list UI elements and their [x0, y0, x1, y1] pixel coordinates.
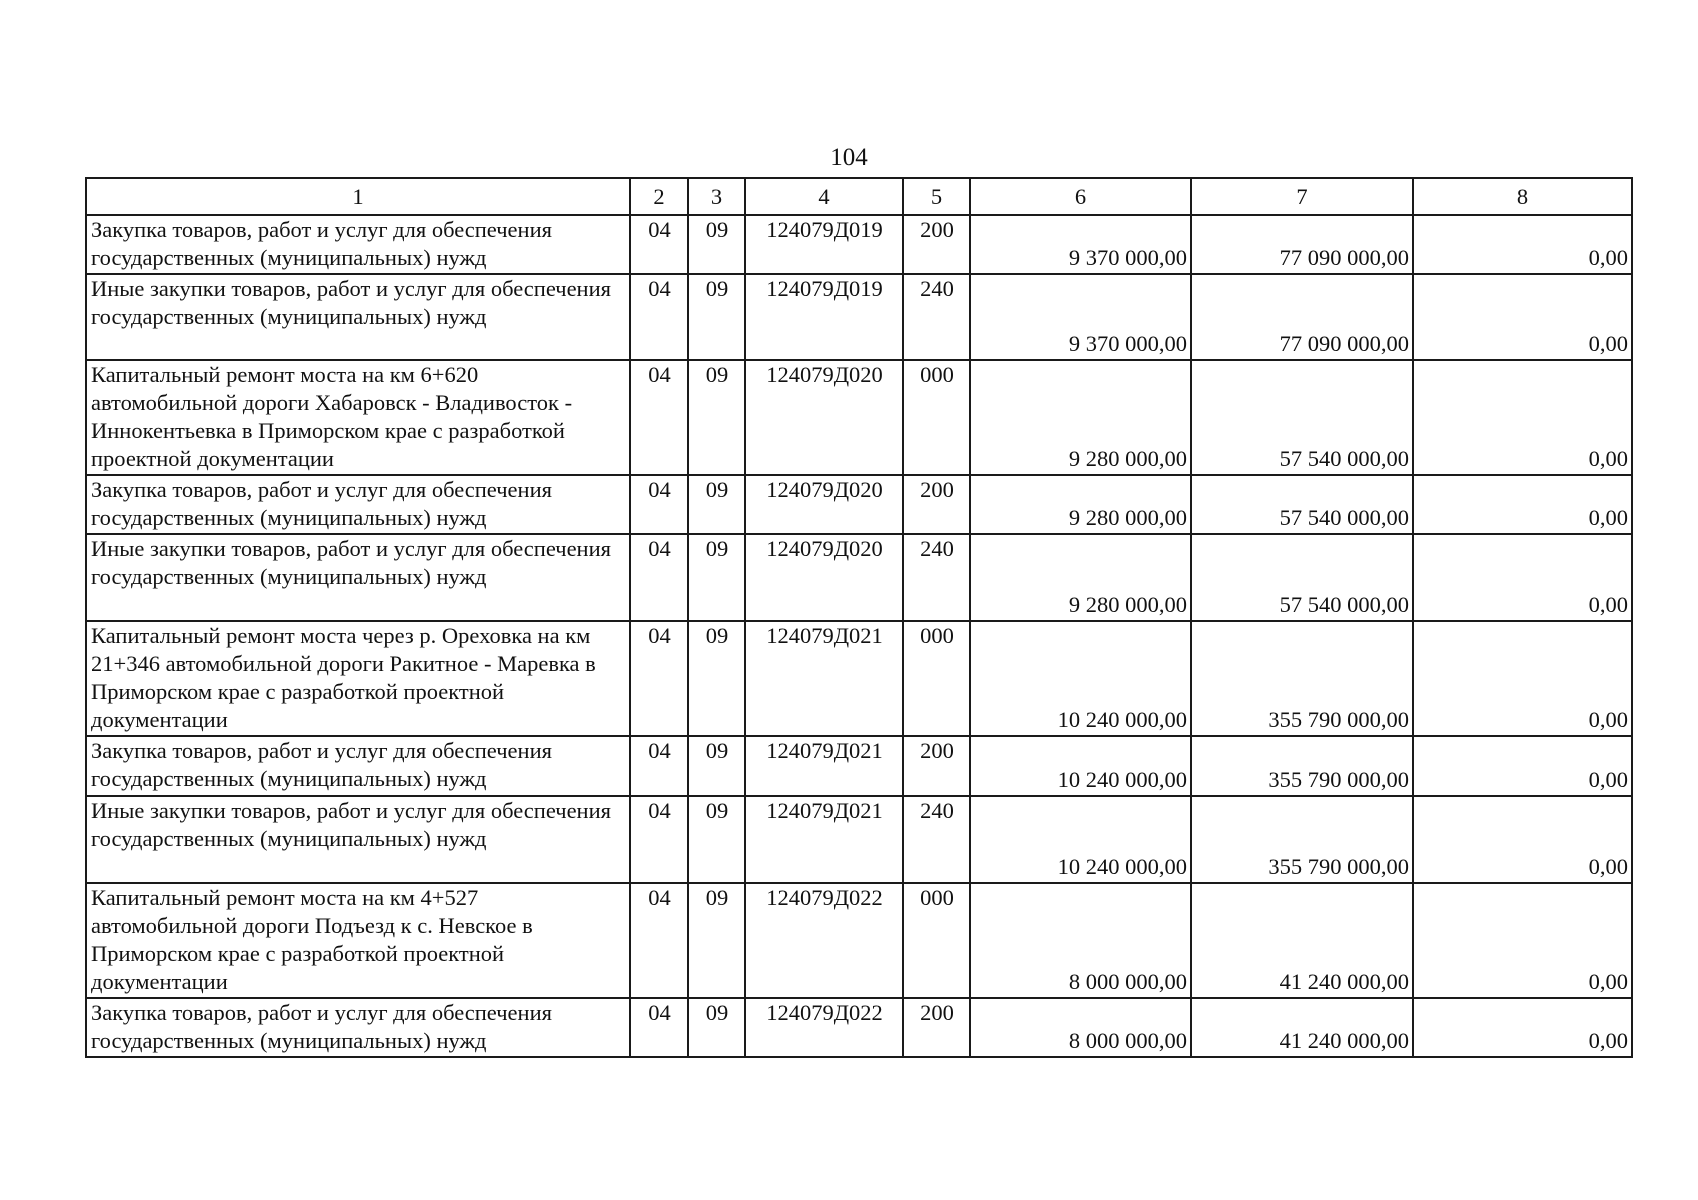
section-code-cell: 04 [630, 274, 688, 360]
target-article-cell: 124079Д020 [745, 360, 903, 475]
table-row [86, 998, 1632, 1057]
table-row [86, 274, 1632, 360]
amount-col7-cell: 57 540 000,00 [1191, 534, 1413, 621]
column-header-6: 6 [970, 178, 1191, 215]
table-row [86, 475, 1632, 534]
subsection-code-cell: 09 [688, 274, 745, 360]
expense-type-cell: 200 [903, 998, 970, 1057]
expense-name-cell: Иные закупки товаров, работ и услуг для обеспечения государственных (муниципальных) нужд [86, 534, 630, 621]
amount-col6-cell: 10 240 000,00 [970, 621, 1191, 736]
target-article-cell: 124079Д021 [745, 796, 903, 883]
subsection-code-cell: 09 [688, 796, 745, 883]
amount-col8-cell: 0,00 [1413, 621, 1632, 736]
subsection-code-cell: 09 [688, 736, 745, 796]
amount-col6-cell: 9 370 000,00 [970, 274, 1191, 360]
subsection-code-cell: 09 [688, 998, 745, 1057]
amount-col6-cell: 9 280 000,00 [970, 360, 1191, 475]
expense-name-cell: Закупка товаров, работ и услуг для обеспечения государственных (муниципальных) нужд [86, 998, 630, 1057]
expense-name-cell: Иные закупки товаров, работ и услуг для обеспечения государственных (муниципальных) нужд [86, 796, 630, 883]
amount-col7-cell: 41 240 000,00 [1191, 998, 1413, 1057]
table-row [86, 534, 1632, 621]
budget-table [85, 177, 1633, 1058]
subsection-code-cell: 09 [688, 475, 745, 534]
amount-col6-cell: 8 000 000,00 [970, 883, 1191, 998]
table-row [86, 736, 1632, 796]
page-number: 104 [830, 144, 868, 171]
section-code-cell: 04 [630, 883, 688, 998]
column-header-5: 5 [903, 178, 970, 215]
subsection-code-cell: 09 [688, 883, 745, 998]
amount-col7-cell: 355 790 000,00 [1191, 621, 1413, 736]
table-row [86, 215, 1632, 274]
amount-col8-cell: 0,00 [1413, 534, 1632, 621]
amount-col6-cell: 9 280 000,00 [970, 534, 1191, 621]
table-row [86, 621, 1632, 736]
column-header-8: 8 [1413, 178, 1632, 215]
amount-col7-cell: 57 540 000,00 [1191, 475, 1413, 534]
target-article-cell: 124079Д022 [745, 883, 903, 998]
expense-type-cell: 200 [903, 475, 970, 534]
expense-type-cell: 240 [903, 796, 970, 883]
section-code-cell: 04 [630, 215, 688, 274]
subsection-code-cell: 09 [688, 534, 745, 621]
amount-col8-cell: 0,00 [1413, 796, 1632, 883]
subsection-code-cell: 09 [688, 621, 745, 736]
section-code-cell: 04 [630, 621, 688, 736]
table-row [86, 360, 1632, 475]
amount-col7-cell: 355 790 000,00 [1191, 736, 1413, 796]
amount-col7-cell: 41 240 000,00 [1191, 883, 1413, 998]
expense-type-cell: 000 [903, 360, 970, 475]
column-header-1: 1 [86, 178, 630, 215]
section-code-cell: 04 [630, 736, 688, 796]
amount-col7-cell: 77 090 000,00 [1191, 274, 1413, 360]
target-article-cell: 124079Д020 [745, 534, 903, 621]
table-row [86, 796, 1632, 883]
target-article-cell: 124079Д019 [745, 274, 903, 360]
subsection-code-cell: 09 [688, 215, 745, 274]
column-header-3: 3 [688, 178, 745, 215]
expense-name-cell: Закупка товаров, работ и услуг для обеспечения государственных (муниципальных) нужд [86, 475, 630, 534]
amount-col8-cell: 0,00 [1413, 215, 1632, 274]
amount-col8-cell: 0,00 [1413, 998, 1632, 1057]
expense-name-cell: Закупка товаров, работ и услуг для обеспечения государственных (муниципальных) нужд [86, 736, 630, 796]
section-code-cell: 04 [630, 475, 688, 534]
amount-col7-cell: 57 540 000,00 [1191, 360, 1413, 475]
expense-name-cell: Закупка товаров, работ и услуг для обеспечения государственных (муниципальных) нужд [86, 215, 630, 274]
column-header-7: 7 [1191, 178, 1413, 215]
subsection-code-cell: 09 [688, 360, 745, 475]
header-row [86, 178, 1632, 215]
expense-type-cell: 200 [903, 215, 970, 274]
section-code-cell: 04 [630, 998, 688, 1057]
expense-name-cell: Иные закупки товаров, работ и услуг для обеспечения государственных (муниципальных) нужд [86, 274, 630, 360]
amount-col8-cell: 0,00 [1413, 736, 1632, 796]
target-article-cell: 124079Д021 [745, 736, 903, 796]
expense-type-cell: 200 [903, 736, 970, 796]
expense-name-cell: Капитальный ремонт моста через р. Ореховка на км 21+346 автомобильной дороги Ракитное - Маревка в Приморском крае с разработкой проектной документации [86, 621, 630, 736]
amount-col7-cell: 355 790 000,00 [1191, 796, 1413, 883]
section-code-cell: 04 [630, 796, 688, 883]
target-article-cell: 124079Д021 [745, 621, 903, 736]
amount-col8-cell: 0,00 [1413, 360, 1632, 475]
amount-col6-cell: 10 240 000,00 [970, 736, 1191, 796]
section-code-cell: 04 [630, 360, 688, 475]
expense-type-cell: 240 [903, 274, 970, 360]
expense-type-cell: 000 [903, 621, 970, 736]
table-row [86, 883, 1632, 998]
expense-name-cell: Капитальный ремонт моста на км 6+620 автомобильной дороги Хабаровск - Владивосток - Иннокентьевка в Приморском крае с разработкой проектной документации [86, 360, 630, 475]
amount-col8-cell: 0,00 [1413, 883, 1632, 998]
target-article-cell: 124079Д020 [745, 475, 903, 534]
amount-col6-cell: 10 240 000,00 [970, 796, 1191, 883]
amount-col6-cell: 9 280 000,00 [970, 475, 1191, 534]
target-article-cell: 124079Д019 [745, 215, 903, 274]
amount-col7-cell: 77 090 000,00 [1191, 215, 1413, 274]
expense-name-cell: Капитальный ремонт моста на км 4+527 автомобильной дороги Подъезд к с. Невское в Приморском крае с разработкой проектной документации [86, 883, 630, 998]
expense-type-cell: 240 [903, 534, 970, 621]
column-header-4: 4 [745, 178, 903, 215]
target-article-cell: 124079Д022 [745, 998, 903, 1057]
column-header-2: 2 [630, 178, 688, 215]
amount-col6-cell: 9 370 000,00 [970, 215, 1191, 274]
expense-type-cell: 000 [903, 883, 970, 998]
amount-col6-cell: 8 000 000,00 [970, 998, 1191, 1057]
amount-col8-cell: 0,00 [1413, 475, 1632, 534]
amount-col8-cell: 0,00 [1413, 274, 1632, 360]
section-code-cell: 04 [630, 534, 688, 621]
